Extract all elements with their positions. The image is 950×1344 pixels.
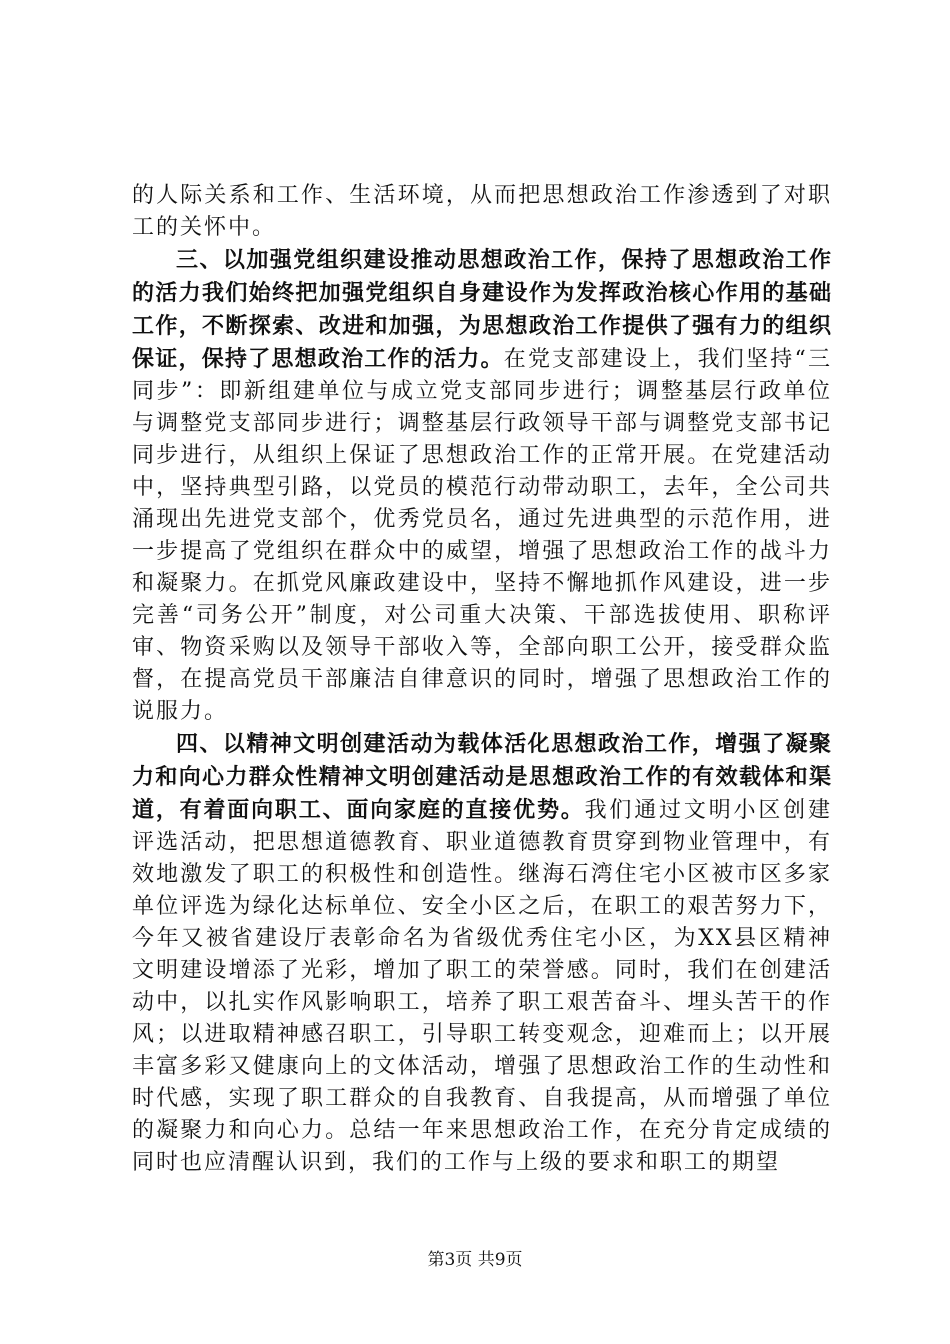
document-body — [132, 180, 832, 1179]
paragraph-1 — [132, 180, 832, 244]
page-number-footer: 第3页 共9页 — [427, 1250, 523, 1270]
paragraph-2 — [132, 244, 832, 728]
section-3-heading: 三、以加强党组织建设推动思想政治工作，保持了思想政治工作的活力我们始终把加强党组织自身建设作为发挥政治核心作用的基础工作，不断探索、改进和加强，为思想政治工作提供了强有力的组织保证，保持了思想政治工作的活力。 — [132, 247, 832, 372]
paragraph-2-text: 在党支部建设上，我们坚持“三同步”：即新组建单位与成立党支部同步进行；调整基层行政单位与调整党支部同步进行；调整基层行政领导干部与调整党支部书记同步进行，从组织上保证了思想政治工作的正常开展。在党建活动中，坚持典型引路，以党员的模范行动带动职工，去年，全公司共涌现出先进党支部个，优秀党员名，通过先进典型的示范作用，进一步提高了党组织在群众中的威望，增强了思想政治工作的战斗力和凝聚力。在抓党风廉政建设中，坚持不懈地抓作风建设，进一步完善“司务公开”制度，对公司重大决策、干部选拔使用、职称评审、物资采购以及领导干部收入等，全部向职工公开，接受群众监督，在提高党员干部廉洁自律意识的同时，增强了思想政治工作的说服力。 — [132, 347, 832, 724]
paragraph-3 — [132, 728, 832, 1179]
paragraph-3-text: 我们通过文明小区创建评选活动，把思想道德教育、职业道德教育贯穿到物业管理中，有效地激发了职工的积极性和创造性。继海石湾住宅小区被市区多家单位评选为绿化达标单位、安全小区之后，在职工的艰苦努力下，今年又被省建设厅表彰命名为省级优秀住宅小区，为XX县区精神文明建设增添了光彩，增加了职工的荣誉感。同时，我们在创建活动中，以扎实作风影响职工，培养了职工艰苦奋斗、埋头苦干的作风；以进取精神感召职工，引导职工转变观念，迎难而上；以开展丰富多彩又健康向上的文体活动，增强了思想政治工作的生动性和时代感，实现了职工群众的自我教育、自我提高，从而增强了单位的凝聚力和向心力。总结一年来思想政治工作，在充分肯定成绩的同时也应清醒认识到，我们的工作与上级的要求和职工的期望 — [132, 798, 832, 1175]
section-4-heading: 四、以精神文明创建活动为载体活化思想政治工作，增强了凝聚力和向心力群众性精神文明创建活动是思想政治工作的有效载体和渠道，有着面向职工、面向家庭的直接优势。 — [132, 731, 832, 823]
paragraph-1-text: 的人际关系和工作、生活环境，从而把思想政治工作渗透到了对职工的关怀中。 — [132, 183, 832, 240]
